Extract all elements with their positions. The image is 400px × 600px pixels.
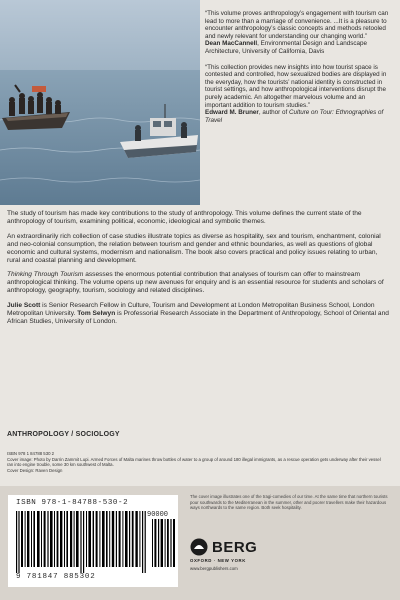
barcode-price-code: 90000 bbox=[147, 511, 169, 519]
editor-bios bbox=[7, 302, 392, 326]
publisher-name: BERG bbox=[212, 539, 258, 556]
cover-photo bbox=[0, 0, 200, 205]
description-paragraph: The study of tourism has made key contributions to the study of anthropology. This volume defines the current state of the anthropology of tourism, examining political, economic, ideological and symbolic themes. bbox=[7, 210, 362, 225]
description-paragraph bbox=[7, 271, 392, 295]
quote-author: Dean MacCannell bbox=[205, 40, 258, 48]
quote-attribution bbox=[205, 40, 389, 55]
quote-book-title: Culture on Tour: Ethnographies of Travel bbox=[205, 109, 384, 124]
barcode-number: 9 781847 885302 bbox=[16, 573, 96, 581]
endorsement-quote bbox=[205, 64, 389, 125]
editor-name: Tom Selwyn bbox=[77, 310, 116, 318]
publisher-logo bbox=[190, 535, 280, 575]
cover-image-note: The cover image illustrates one of the tragi-comedies of our time. At the same time that northern tourists pour southwards to the Mediterranean in the summer, other and poorer travellers make their hazardous ways northwards to the same region. Both seek hospitality. bbox=[190, 494, 388, 511]
editor-bio: is Professorial Research Associate in the Department of Anthropology, School of Oriental and African Studies, University of London. bbox=[7, 310, 389, 325]
berg-emblem-icon bbox=[190, 538, 208, 556]
photo-credit: Cover image: Photo by Darrin Zammit Lupi. Armed Forces of Malta marines throw bottles of water to a group of around 180 illegal immigrants, as a rescue operation gets underway after their vessel ran into engine trouble, some 30 km southwest of Malta. bbox=[7, 456, 381, 468]
quote-text: “This volume proves anthropology’s engagement with tourism can lead to more than a marriage of convenience. ...It is a pleasure to encounter anthropology’s classic concepts and methods retooled and newly relevant for understanding our changing world.” bbox=[205, 10, 389, 40]
quote-author: Edward M. Bruner bbox=[205, 109, 259, 117]
cover-design-credit: Cover Design: Raven Design bbox=[7, 467, 63, 473]
book-description bbox=[7, 210, 392, 333]
barcode bbox=[8, 495, 178, 587]
endorsements bbox=[205, 10, 389, 132]
subject-category: ANTHROPOLOGY / SOCIOLOGY bbox=[7, 431, 120, 438]
publisher-url: www.bergpublishers.com bbox=[190, 566, 238, 571]
editor-bio: is Senior Research Fellow in Culture, Tourism and Development at London Metropolitan Business School, London Metropolitan University. bbox=[7, 302, 375, 318]
quote-affiliation-prefix: , author of bbox=[258, 109, 289, 117]
barcode-isbn: ISBN 978-1-84788-530-2 bbox=[16, 499, 129, 507]
quote-affiliation: , Environmental Design and Landscape Architecture, University of California, Davis bbox=[205, 40, 368, 55]
paragraph-text: assesses the enormous potential contribution that analyses of tourism can offer to mainstream anthropological thinking. The volume opens up new avenues for enquiry and is an essential resource for students and scholars of anthropology, geography, tourism, sociology and related disciplines. bbox=[7, 271, 384, 295]
quote-attribution bbox=[205, 109, 389, 124]
quote-text: “This collection provides new insights into how tourist space is contested and controlled, how sexualized bodies are displayed in the everyday, how the tourists’ national identity is constructed in tourist settings, and how anthropological interventions disrupt the purely academic. An altogether marvelous volume and an important addition to tourism studies.” bbox=[205, 63, 387, 109]
endorsement-quote bbox=[205, 10, 389, 56]
book-title-inline: Thinking Through Tourism bbox=[7, 271, 84, 279]
description-paragraph: An extraordinarily rich collection of case studies illustrate topics as diverse as hospitality, sex and tourism, enchantment, colonial and neo-colonial consumption, the relation between tourism and gender and ethnic boundaries, as well as questions of global economic and cultural systems, modernism and nationalism. The book also covers practical and policy issues relating to urban, rural and coastal planning and development. bbox=[7, 232, 381, 264]
editor-name: Julie Scott bbox=[7, 302, 41, 310]
barcode-bars bbox=[16, 511, 176, 573]
isbn-line: ISBN 978 1 84788 530 2 bbox=[7, 451, 55, 456]
small-print bbox=[7, 451, 387, 473]
publisher-tagline: OXFORD · NEW YORK bbox=[190, 558, 246, 563]
